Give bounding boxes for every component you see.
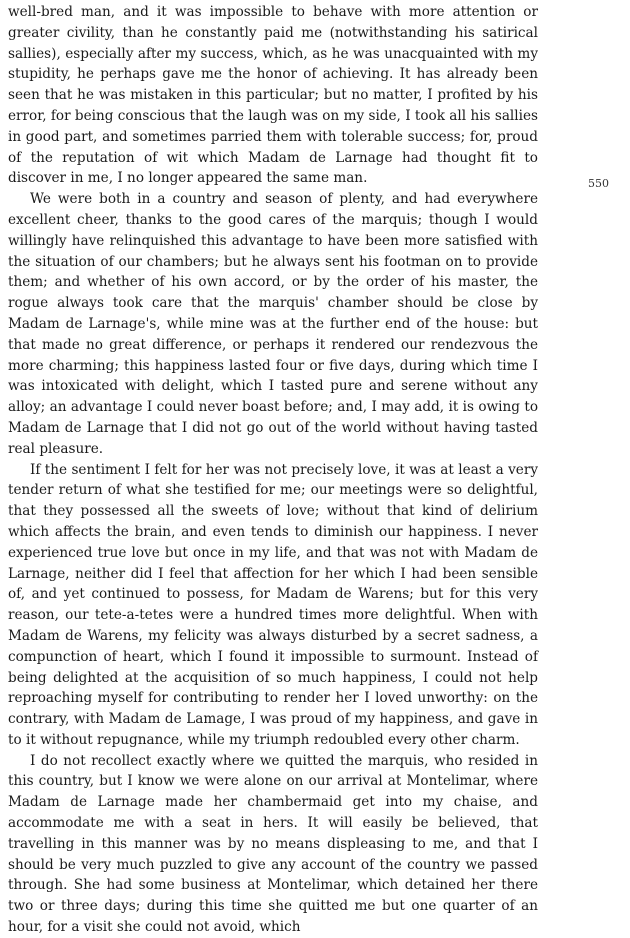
- page-number: 550: [588, 177, 609, 190]
- paragraph-continued: well-bred man, and it was impossible to behave with more attention or greater civility, than he constantly paid me (notwithstanding his satirical sallies), especially after my success, which, as he was unacquainted with my stupidity, he perhaps gave me the honor of achieving. It has already been seen that he was mistaken in this particular; but no matter, I profited by his error, for being conscious that the laugh was on my side, I took all his sallies in good part, and sometimes parried them with tolerable success; for, proud of the reputation of wit which Madam de Larnage had thought fit to discover in me, I no longer appeared the same man.: [8, 4, 538, 187]
- paragraph: I do not recollect exactly where we quitted the marquis, who resided in this country, but I know we were alone on our arrival at Montelimar, where Madam de Larnage made her chambermaid get into my chaise, and accommodate me with a seat in hers. It will easily be believed, that travelling in this manner was by no means displeasing to me, and that I should be very much puzzled to give any account of the country we passed through. She had some business at Montelimar, which detained her there two or three days; during this time she quitted me but one quarter of an hour, for a visit she could not avoid, which: [8, 752, 538, 936]
- paragraph: We were both in a country and season of plenty, and had everywhere excellent cheer, thanks to the good cares of the marquis; though I would willingly have relinquished this advantage to have been more satisfied with the situation of our chambers; but he always sent his footman on to provide them; and whether of his own accord, or by the order of his master, the rogue always took care that the marquis' chamber should be close by Madam de Larnage's, while mine was at the further end of the house: but that made no great difference, or perhaps it rendered our rendezvous the more charming; this happiness lasted four or five days, during which time I was intoxicated with delight, which I tasted pure and serene without any alloy; an advantage I could never boast before; and, I may add, it is owing to Madam de Larnage that I did not go out of the world without having tasted real pleasure.: [8, 191, 538, 457]
- paragraph: If the sentiment I felt for her was not precisely love, it was at least a very tender return of what she testified for me; our meetings were so delightful, that they possessed all the sweets of love; without that kind of delirium which affects the brain, and even tends to diminish our happiness. I never experienced true love but once in my life, and that was not with Madam de Larnage, neither did I feel that affection for her which I had been sensible of, and yet continued to possess, for Madam de Warens; but for this very reason, our tete-a-tetes were a hundred times more delightful. When with Madam de Warens, my felicity was always disturbed by a secret sadness, a compunction of heart, which I found it impossible to surmount. Instead of being delighted at the acquisition of so much happiness, I could not help reproaching myself for contributing to render her I loved unworthy: on the contrary, with Madam de Lamage, I was proud of my happiness, and gave in to it without repugnance, while my triumph redoubled every other charm.: [8, 461, 538, 748]
- body-text: [8, 2, 538, 938]
